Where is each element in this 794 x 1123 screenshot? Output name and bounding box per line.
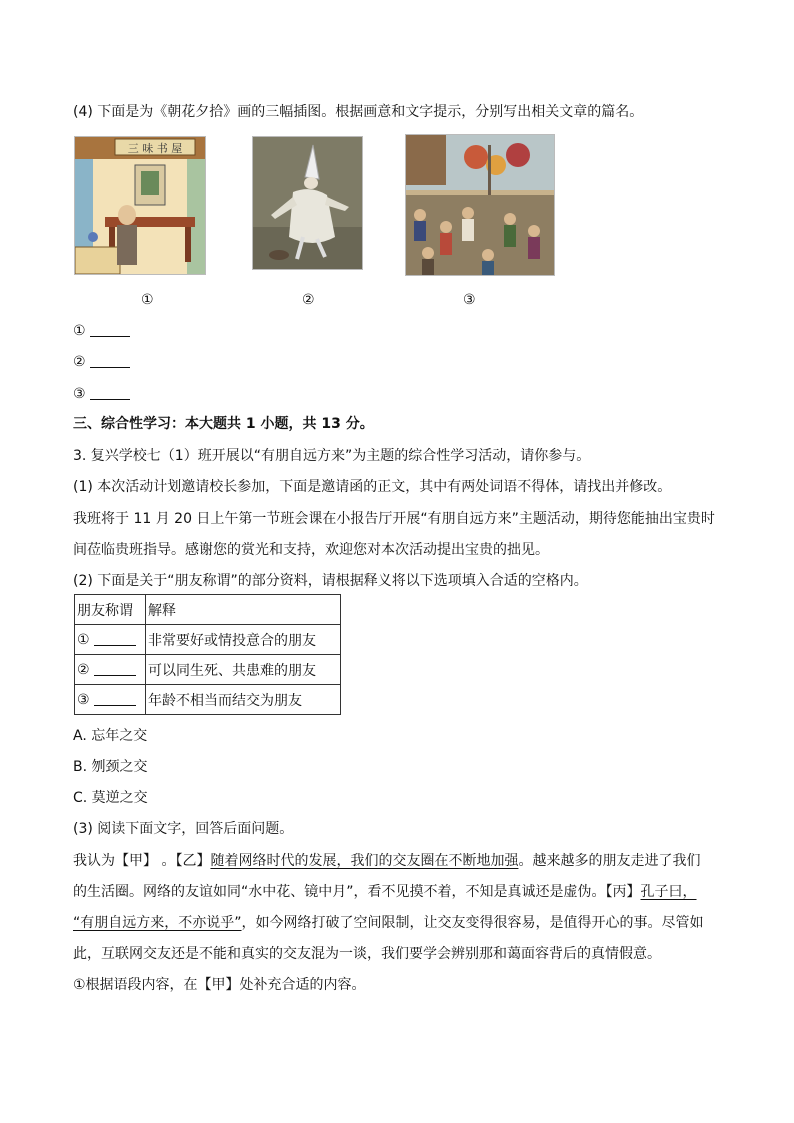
underlined-quote: “有朋自远方来，不亦说乎” xyxy=(73,915,242,931)
illustration-3-caption: ③ xyxy=(463,292,476,308)
row-description: 可以同生死、共患难的朋友 xyxy=(146,655,341,685)
section-heading: 三、综合性学习：本大题共 1 小题，共 13 分。 xyxy=(73,416,374,432)
row-number: ③ xyxy=(77,692,90,708)
table-row xyxy=(75,655,341,685)
passage-line-1: 我认为【甲】 。【乙】随着网络时代的发展，我们的交友圈在不断地加强。越来越多的朋友走进了我们 xyxy=(73,853,701,869)
illustration-2-caption: ② xyxy=(302,292,315,308)
answer-3-blank[interactable] xyxy=(90,385,130,400)
study-sign: 三 味 书 屋 xyxy=(127,142,183,155)
q3-part1-prompt: (1) 本次活动计划邀请校长参加，下面是邀请函的正文，其中有两处词语不得体，请找出并修改。 xyxy=(73,479,672,495)
answer-1-blank[interactable] xyxy=(90,322,130,337)
table-row xyxy=(75,685,341,715)
answer-2-blank[interactable] xyxy=(90,353,130,368)
row-number: ① xyxy=(77,632,90,648)
underlined-sentence-yi: 随着网络时代的发展，我们的交友圈在不断地加强 xyxy=(210,853,519,869)
invitation-text-line2: 间莅临贵班指导。感谢您的赏光和支持，欢迎您对本次活动提出宝贵的拙见。 xyxy=(73,542,549,558)
row-description: 年龄不相当而结交为朋友 xyxy=(146,685,341,715)
table-header-row xyxy=(75,595,341,625)
q4-prompt: (4) 下面是为《朝花夕拾》画的三幅插图。根据画意和文字提示，分别写出相关文章的篇名。 xyxy=(73,104,644,120)
row-1-blank[interactable] xyxy=(94,631,136,646)
underlined-quote-start: 孔子曰， xyxy=(640,884,697,900)
friend-terms-table xyxy=(74,594,341,715)
row-3-blank[interactable] xyxy=(94,691,136,706)
illustration-1-image xyxy=(74,136,206,275)
q3-part2-prompt: (2) 下面是关于“朋友称谓”的部分资料，请根据释义将以下选项填入合适的空格内。 xyxy=(73,573,588,589)
option-c: C. 莫逆之交 xyxy=(73,790,148,806)
invitation-text-line1: 我班将于 11 月 20 日上午第一节班会课在小报告厅开展“有朋自远方来”主题活动，期待您能抽出宝贵时 xyxy=(73,511,715,527)
answer-1: ① xyxy=(73,321,130,341)
table-header-term: 朋友称谓 xyxy=(75,595,146,625)
illustration-2-image xyxy=(252,136,363,270)
answer-2: ② xyxy=(73,352,130,372)
q3-intro: 3. 复兴学校七（1）班开展以“有朋自远方来”为主题的综合性学习活动，请你参与。 xyxy=(73,448,591,464)
q3-part3-prompt: (3) 阅读下面文字，回答后面问题。 xyxy=(73,821,294,837)
option-a: A. 忘年之交 xyxy=(73,728,148,744)
passage-line-3: “有朋自远方来，不亦说乎”，如今网络打破了空间限制，让交友变得很容易，是值得开心的事。尽管如 xyxy=(73,915,704,931)
illustration-3-image xyxy=(405,134,555,276)
q3-sub1: ①根据语段内容，在【甲】处补充合适的内容。 xyxy=(73,977,366,993)
answer-3: ③ xyxy=(73,384,130,404)
table-row xyxy=(75,625,341,655)
option-b: B. 刎颈之交 xyxy=(73,759,148,775)
passage-line-4: 此，互联网交友还是不能和真实的交友混为一谈，我们要学会辨别那和蔼面容背后的真情假意。 xyxy=(73,946,661,962)
row-description: 非常要好或情投意合的朋友 xyxy=(146,625,341,655)
table-header-meaning: 解释 xyxy=(146,595,341,625)
passage-line-2: 的生活圈。网络的友谊如同“水中花、镜中月”，看不见摸不着，不知是真诚还是虚伪。【丙】孔子曰， xyxy=(73,884,697,900)
row-2-blank[interactable] xyxy=(94,661,136,676)
illustration-1-caption: ① xyxy=(141,292,154,308)
row-number: ② xyxy=(77,662,90,678)
